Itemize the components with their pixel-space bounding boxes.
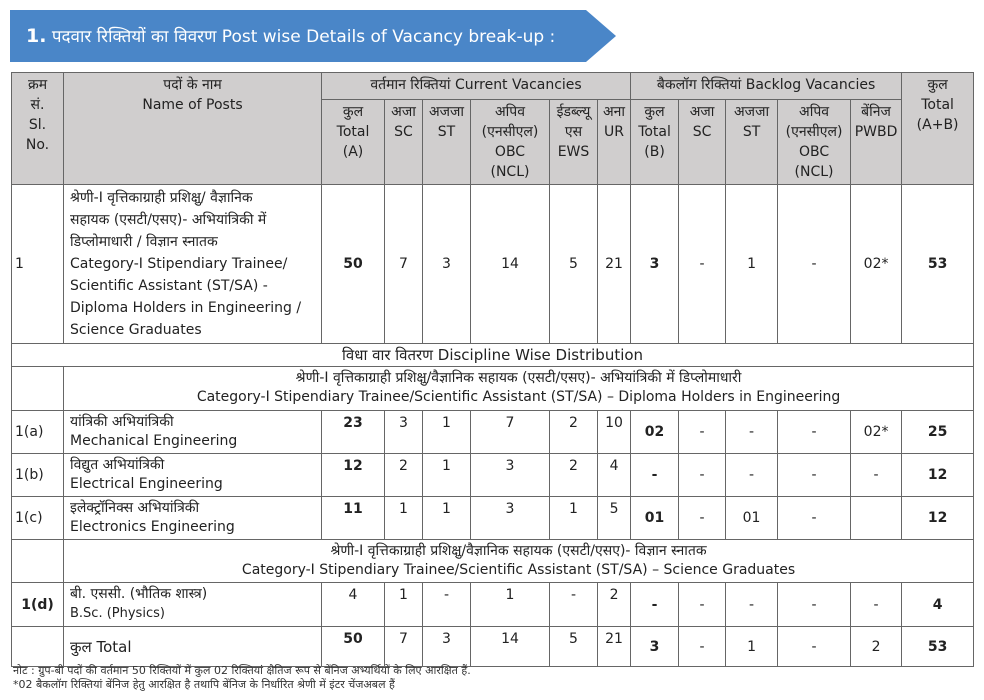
value-cell: 7: [385, 627, 423, 667]
value-cell: -: [423, 583, 471, 627]
row-sl: 1(b): [12, 454, 64, 497]
value-cell: 21: [598, 627, 631, 667]
backlog-vacancies-header: बैकलॉग रिक्तियां Backlog Vacancies: [631, 73, 902, 100]
value-cell: 5: [550, 627, 598, 667]
value-cell: 3: [631, 185, 679, 344]
value-cell: 3: [423, 185, 471, 344]
value-cell: 4: [902, 583, 974, 627]
value-cell: 5: [598, 497, 631, 540]
value-cell: -: [726, 454, 778, 497]
value-cell: 53: [902, 185, 974, 344]
value-cell: 21: [598, 185, 631, 344]
cur-obc-header: अपिव (एनसीएल) OBC (NCL): [471, 100, 550, 185]
value-cell: -: [778, 627, 851, 667]
value-cell: -: [631, 454, 679, 497]
value-cell: 02*: [851, 411, 902, 454]
value-cell: 01: [726, 497, 778, 540]
value-cell: 2: [598, 583, 631, 627]
value-cell: 12: [322, 454, 385, 497]
sl-header: क्रम सं. Sl. No.: [12, 73, 64, 185]
value-cell: 4: [598, 454, 631, 497]
main-category-row: [12, 185, 974, 344]
value-cell: -: [550, 583, 598, 627]
footnote: *02 बैकलॉग रिक्तियां बेंनिज हेतु आरक्षित है तथापि बेंनिज के निर्धारित श्रेणी में इंटर चेंजअबल हैं: [13, 678, 395, 691]
back-obc-header: अपिव (एनसीएल) OBC (NCL): [778, 100, 851, 185]
value-cell: 1: [471, 583, 550, 627]
back-total-header: कुल Total (B): [631, 100, 679, 185]
value-cell: -: [851, 454, 902, 497]
value-cell: -: [851, 583, 902, 627]
value-cell: -: [726, 411, 778, 454]
discipline-row: [12, 497, 974, 540]
value-cell: 1: [726, 627, 778, 667]
value-cell: 10: [598, 411, 631, 454]
current-vacancies-header: वर्तमान रिक्तियां Current Vacancies: [322, 73, 631, 100]
row-post-name: इलेक्ट्रॉनिक्स अभियांत्रिकी Electronics Engineering: [64, 497, 322, 540]
value-cell: 1: [423, 497, 471, 540]
value-cell: 3: [471, 454, 550, 497]
value-cell: -: [679, 583, 726, 627]
cur-ews-header: ईडब्ल्यू एस EWS: [550, 100, 598, 185]
value-cell: 3: [385, 411, 423, 454]
value-cell: 53: [902, 627, 974, 667]
value-cell: 7: [471, 411, 550, 454]
subheading-row-1: [12, 367, 974, 411]
value-cell: 50: [322, 627, 385, 667]
section-banner: [10, 10, 616, 62]
value-cell: 14: [471, 627, 550, 667]
value-cell: 25: [902, 411, 974, 454]
main-post-name: श्रेणी-I वृत्तिकाग्राही प्रशिक्षु/ वैज्ञानिक सहायक (एसटी/एसए)- अभियांत्रिकी में डिप्लोमाधारी / विज्ञान स्नातक Category-I Stipendiary Trainee/ Scientific Assistant (ST/SA) - Diploma Holders in Engineering / Science Graduates: [64, 185, 322, 344]
value-cell: -: [679, 497, 726, 540]
vacancy-table: [11, 72, 974, 667]
value-cell: 2: [550, 411, 598, 454]
value-cell: -: [726, 583, 778, 627]
discipline-row: [12, 454, 974, 497]
value-cell: 4: [322, 583, 385, 627]
subheading-row-2: [12, 540, 974, 583]
value-cell: 1: [385, 497, 423, 540]
header-row-1: [12, 73, 974, 100]
row-sl: 1(d): [12, 583, 64, 627]
back-sc-header: अजा SC: [679, 100, 726, 185]
discipline-title-row: [12, 344, 974, 367]
value-cell: 2: [385, 454, 423, 497]
value-cell: 50: [322, 185, 385, 344]
total-label: कुल Total: [64, 627, 322, 667]
value-cell: -: [679, 627, 726, 667]
main-sl: 1: [12, 185, 64, 344]
empty-cell: [12, 540, 64, 583]
value-cell: -: [679, 411, 726, 454]
value-cell: 1: [385, 583, 423, 627]
value-cell: 3: [631, 627, 679, 667]
value-cell: 1: [423, 411, 471, 454]
value-cell: 1: [726, 185, 778, 344]
value-cell: 1: [550, 497, 598, 540]
value-cell: 7: [385, 185, 423, 344]
value-cell: -: [679, 185, 726, 344]
value-cell: 3: [471, 497, 550, 540]
value-cell: 23: [322, 411, 385, 454]
empty-cell: [12, 627, 64, 667]
cur-sc-header: अजा SC: [385, 100, 423, 185]
discipline-row: [12, 411, 974, 454]
value-cell: -: [778, 497, 851, 540]
value-cell: 12: [902, 454, 974, 497]
value-cell: 12: [902, 497, 974, 540]
banner-title: [26, 24, 555, 47]
value-cell: -: [778, 185, 851, 344]
total-row: [12, 627, 974, 667]
value-cell: 2: [851, 627, 902, 667]
back-st-header: अजजा ST: [726, 100, 778, 185]
value-cell: 1: [423, 454, 471, 497]
row-sl: 1(a): [12, 411, 64, 454]
subheading-science: श्रेणी-I वृत्तिकाग्राही प्रशिक्षु/वैज्ञानिक सहायक (एसटी/एसए)- विज्ञान स्नातक Category-I Stipendiary Trainee/Scientific Assistant (ST/SA) – Science Graduates: [64, 540, 974, 583]
row-sl: 1(c): [12, 497, 64, 540]
footnotes: [13, 664, 471, 692]
discipline-title: विधा वार वितरण Discipline Wise Distribution: [12, 344, 974, 367]
banner-label: पदवार रिक्तियों का विवरण Post wise Details of Vacancy break-up :: [51, 27, 556, 47]
value-cell: -: [679, 454, 726, 497]
value-cell: -: [631, 583, 679, 627]
row-post-name: यांत्रिकी अभियांत्रिकी Mechanical Engineering: [64, 411, 322, 454]
subheading-diploma: श्रेणी-I वृत्तिकाग्राही प्रशिक्षु/वैज्ञानिक सहायक (एसटी/एसए)- अभियांत्रिकी में डिप्लोमाधारी Category-I Stipendiary Trainee/Scientific Assistant (ST/SA) – Diploma Holders in Engineering: [64, 367, 974, 411]
value-cell: 5: [550, 185, 598, 344]
banner-number: 1.: [26, 25, 47, 47]
posts-header: पदों के नाम Name of Posts: [64, 73, 322, 185]
value-cell: 02*: [851, 185, 902, 344]
cur-ur-header: अना UR: [598, 100, 631, 185]
value-cell: 02: [631, 411, 679, 454]
physics-row: [12, 583, 974, 627]
cur-total-header: कुल Total (A): [322, 100, 385, 185]
grand-total-header: कुल Total (A+B): [902, 73, 974, 185]
value-cell: 01: [631, 497, 679, 540]
row-post-name: विद्युत अभियांत्रिकी Electrical Engineering: [64, 454, 322, 497]
value-cell: 2: [550, 454, 598, 497]
value-cell: 3: [423, 627, 471, 667]
footnote: नोट : ग्रुप-बी पदों की वर्तमान 50 रिक्तियों में कुल 02 रिक्तियां क्षैतिज रूप से बेंनिज अभ्यर्थियों के लिए आरक्षित हैं.: [13, 664, 471, 677]
row-post-name: बी. एससी. (भौतिक शास्त्र) B.Sc. (Physics): [64, 583, 322, 627]
empty-cell: [12, 367, 64, 411]
value-cell: 14: [471, 185, 550, 344]
value-cell: -: [778, 454, 851, 497]
value-cell: 11: [322, 497, 385, 540]
value-cell: -: [778, 583, 851, 627]
value-cell: [851, 497, 902, 540]
value-cell: -: [778, 411, 851, 454]
back-pwbd-header: बेंनिज PWBD: [851, 100, 902, 185]
cur-st-header: अजजा ST: [423, 100, 471, 185]
